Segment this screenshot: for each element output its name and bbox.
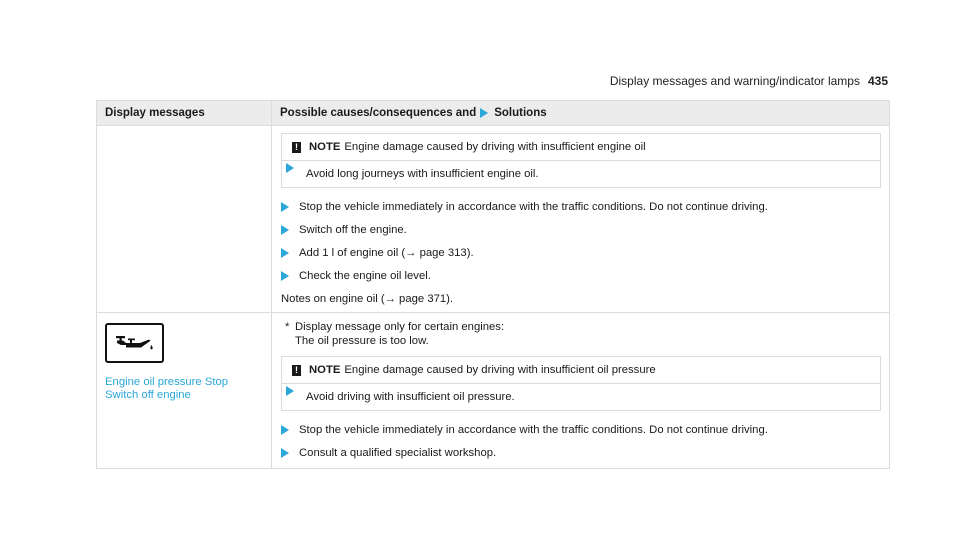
note-box <box>281 133 881 188</box>
step-item <box>281 200 881 214</box>
step-text: Consult a qualified specialist workshop. <box>299 447 497 459</box>
note-step <box>282 160 880 187</box>
step-arrow-icon <box>286 386 294 396</box>
note-step-text: Avoid long journeys with insufficient engine oil. <box>306 168 539 180</box>
note-text: Engine damage caused by driving with insufficient oil pressure <box>344 364 656 376</box>
display-message-text <box>105 376 263 402</box>
message-cell <box>97 313 272 469</box>
step-item <box>281 246 881 260</box>
step-arrow-icon <box>281 248 289 258</box>
page-header <box>610 74 888 88</box>
oil-can-icon <box>105 323 164 363</box>
col2-header-suffix: Solutions <box>494 107 547 119</box>
note-text: Engine damage caused by driving with insufficient engine oil <box>344 141 646 153</box>
step-text: Switch off the engine. <box>299 224 407 236</box>
message-line-2: Switch off engine <box>105 389 191 401</box>
empty-message-cell <box>97 126 272 313</box>
note-box <box>281 356 881 411</box>
step-text[interactable]: Add 1 l of engine oil (→ page 313). <box>299 247 474 259</box>
step-arrow-icon <box>281 225 289 235</box>
table-header-row <box>97 101 890 126</box>
causes-cell <box>272 313 890 469</box>
note-label: NOTE <box>309 141 341 153</box>
step-arrow-icon <box>286 163 294 173</box>
note-step-text: Avoid driving with insufficient oil pressure. <box>306 391 515 403</box>
step-item <box>281 423 881 437</box>
step-text: Stop the vehicle immediately in accordance with the traffic conditions. Do not continue driving. <box>299 424 768 436</box>
footnote-star: * <box>285 321 290 333</box>
solution-arrow-icon <box>480 108 488 118</box>
note-label: NOTE <box>309 364 341 376</box>
warning-icon: ! <box>292 365 301 376</box>
step-text: Check the engine oil level. <box>299 270 431 282</box>
step-item <box>281 223 881 237</box>
column-header-display-messages: Display messages <box>97 101 272 126</box>
info-line-1: Display message only for certain engines: <box>295 321 505 333</box>
page-header-title: Display messages and warning/indicator lamps <box>609 74 860 88</box>
step-text: Stop the vehicle immediately in accordance with the traffic conditions. Do not continue driving. <box>299 201 768 213</box>
column-header-causes-solutions <box>272 101 890 126</box>
step-arrow-icon <box>281 425 289 435</box>
step-item <box>281 446 881 460</box>
step-arrow-icon <box>281 271 289 281</box>
table-row <box>97 126 890 313</box>
note-step <box>282 383 880 410</box>
oil-can-icon-svg <box>115 333 155 353</box>
step-arrow-icon <box>281 202 289 212</box>
causes-cell <box>272 126 890 313</box>
warning-icon: ! <box>292 142 301 153</box>
note-header <box>282 357 880 383</box>
message-line-1: Engine oil pressure Stop <box>105 376 229 388</box>
step-arrow-icon <box>281 448 289 458</box>
engine-info <box>281 320 881 348</box>
col2-header-prefix: Possible causes/consequences and <box>280 107 477 119</box>
info-line-2: The oil pressure is too low. <box>295 335 429 347</box>
step-item <box>281 269 881 283</box>
notes-reference[interactable]: Notes on engine oil (→ page 371). <box>281 293 454 305</box>
display-messages-table <box>96 100 890 469</box>
note-header <box>282 134 880 160</box>
page-number: 435 <box>867 74 888 88</box>
table-row <box>97 313 890 469</box>
